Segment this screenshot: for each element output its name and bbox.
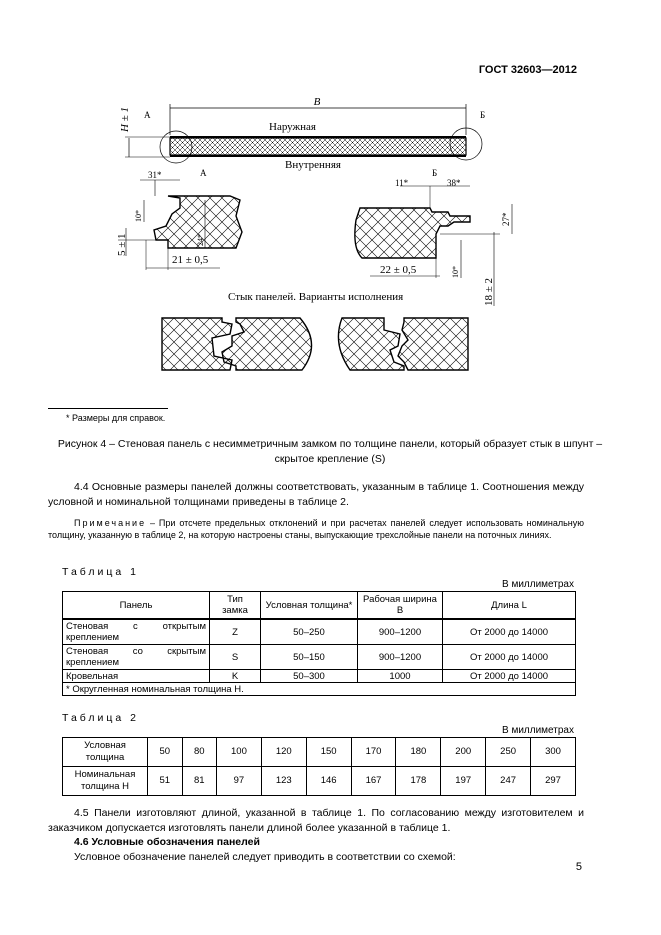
table-row [63, 670, 576, 683]
table-cell: 80 [182, 738, 217, 767]
table-header-cell: Условная толщина* [261, 592, 358, 620]
table-header-cell: Тип замка [210, 592, 261, 620]
table-cell: От 2000 до 14000 [443, 670, 576, 683]
dim-b-27: 27* [501, 212, 511, 226]
table-cell: Стеновая со скрытым креплением [63, 645, 210, 670]
figure-footnote: * Размеры для справок. [66, 413, 166, 423]
dim-a-10: 10* [134, 210, 143, 222]
table1-units: В миллиметрах [502, 579, 574, 590]
dim-a-21: 21 ± 0,5 [172, 254, 209, 266]
table-cell: 81 [182, 767, 217, 796]
table-header-row [63, 592, 576, 620]
detail-b [355, 168, 512, 306]
inner-side-label: Внутренняя [285, 159, 341, 171]
panel-overview [119, 96, 485, 171]
table-cell: 50–250 [261, 619, 358, 645]
table-2 [62, 737, 576, 796]
dim-a-31: 31* [148, 170, 162, 180]
paragraph-4-4: 4.4 Основные размеры панелей должны соответствовать, указанным в таблице 1. Соотношения между условной и номинальной толщинами приведены в таблице 2. [48, 481, 584, 508]
dim-b-11: 11* [395, 178, 409, 188]
heading-4-6: 4.6 Условные обозначения панелей [74, 836, 260, 848]
table-cell: 120 [261, 738, 306, 767]
table-row [63, 619, 576, 645]
dim-b-22: 22 ± 0,5 [380, 264, 417, 276]
table1-title: Таблица 1 [62, 566, 139, 578]
table-cell: От 2000 до 14000 [443, 619, 576, 645]
table-cell: 178 [396, 767, 441, 796]
table-cell: От 2000 до 14000 [443, 645, 576, 670]
table-cell: 250 [486, 738, 531, 767]
footnote-separator [48, 408, 168, 409]
table-cell: 50–150 [261, 645, 358, 670]
table-footnote-row [63, 683, 576, 696]
table-header-cell: Панель [63, 592, 210, 620]
dim-a-24: 24* [196, 234, 205, 246]
detail-b-label: Б [432, 168, 438, 178]
dim-b-38: 38* [447, 178, 461, 188]
row-label: Условная толщина [63, 738, 148, 767]
page-number: 5 [575, 861, 582, 873]
document-code: ГОСТ 32603—2012 [478, 64, 577, 76]
table-cell: 150 [306, 738, 351, 767]
detail-a [116, 168, 242, 270]
table-cell: S [210, 645, 261, 670]
table-1 [62, 591, 576, 696]
detail-a-label: А [200, 168, 207, 178]
table-cell: Кровельная [63, 670, 210, 683]
paragraph-4-6: Условное обозначение панелей следует приводить в соответствии со схемой: [74, 851, 456, 863]
table-cell: 1000 [358, 670, 443, 683]
table-cell: 146 [306, 767, 351, 796]
paragraph-4-5: 4.5 Панели изготовляют длиной, указанной в таблице 1. По согласованию между изготовителем и заказчиком допускается изготовлять панели длиной более указанной в таблице 1. [48, 807, 584, 834]
dim-b-18: 18 ± 2 [483, 277, 495, 306]
table-cell: 50 [148, 738, 183, 767]
table-row [63, 645, 576, 670]
table-header-cell: Длина L [443, 592, 576, 620]
table-cell: 900–1200 [358, 619, 443, 645]
table-cell: 97 [217, 767, 262, 796]
table-cell: 247 [486, 767, 531, 796]
table-cell: 170 [351, 738, 396, 767]
table-cell: 300 [531, 738, 576, 767]
table-header-cell: Рабочая ширина B [358, 592, 443, 620]
table-cell: 200 [441, 738, 486, 767]
table1-footnote: * Округленная номинальная толщина H. [63, 683, 576, 696]
table-cell: 50–300 [261, 670, 358, 683]
outer-side-label: Наружная [269, 121, 316, 133]
row-label: Номинальная толщина H [63, 767, 148, 796]
dim-h-label: H ± 1 [119, 107, 131, 132]
table-cell: 297 [531, 767, 576, 796]
table2-units: В миллиметрах [502, 725, 574, 736]
table-cell: K [210, 670, 261, 683]
figure-caption: Рисунок 4 – Стеновая панель с несимметричным замком по толщине панели, который образует стык в шпунт – скрытое крепление (S) [57, 438, 603, 465]
note [48, 517, 584, 541]
joint-variant-left [162, 318, 312, 370]
table-cell: 51 [148, 767, 183, 796]
dim-b-10: 10* [451, 266, 460, 278]
table-cell: 197 [441, 767, 486, 796]
panel-drawing [0, 0, 661, 400]
point-a-label: А [144, 110, 151, 120]
table-cell: 123 [261, 767, 306, 796]
table-cell: Z [210, 619, 261, 645]
table-cell: 100 [217, 738, 262, 767]
figure-subcaption: Стык панелей. Варианты исполнения [228, 291, 404, 303]
joint-variant-right [338, 318, 468, 370]
note-text: – При отсчете предельных отклонений и при расчетах панелей следует использовать номинальную толщину, указанную в таблице 2, на которую настроены станы, выпускающие трехслойные панели на поточных линиях. [48, 518, 584, 540]
dim-b-label: B [313, 96, 321, 108]
table-row [63, 738, 576, 767]
table2-title: Таблица 2 [62, 712, 139, 724]
table-cell: 180 [396, 738, 441, 767]
table-cell: 167 [351, 767, 396, 796]
table-cell: 900–1200 [358, 645, 443, 670]
dim-a-5: 5 ± 1 [116, 233, 128, 256]
note-label: Примечание [74, 518, 147, 528]
point-b-label: Б [480, 110, 486, 120]
table-cell: Стеновая с открытым креплением [63, 619, 210, 645]
table-row [63, 767, 576, 796]
